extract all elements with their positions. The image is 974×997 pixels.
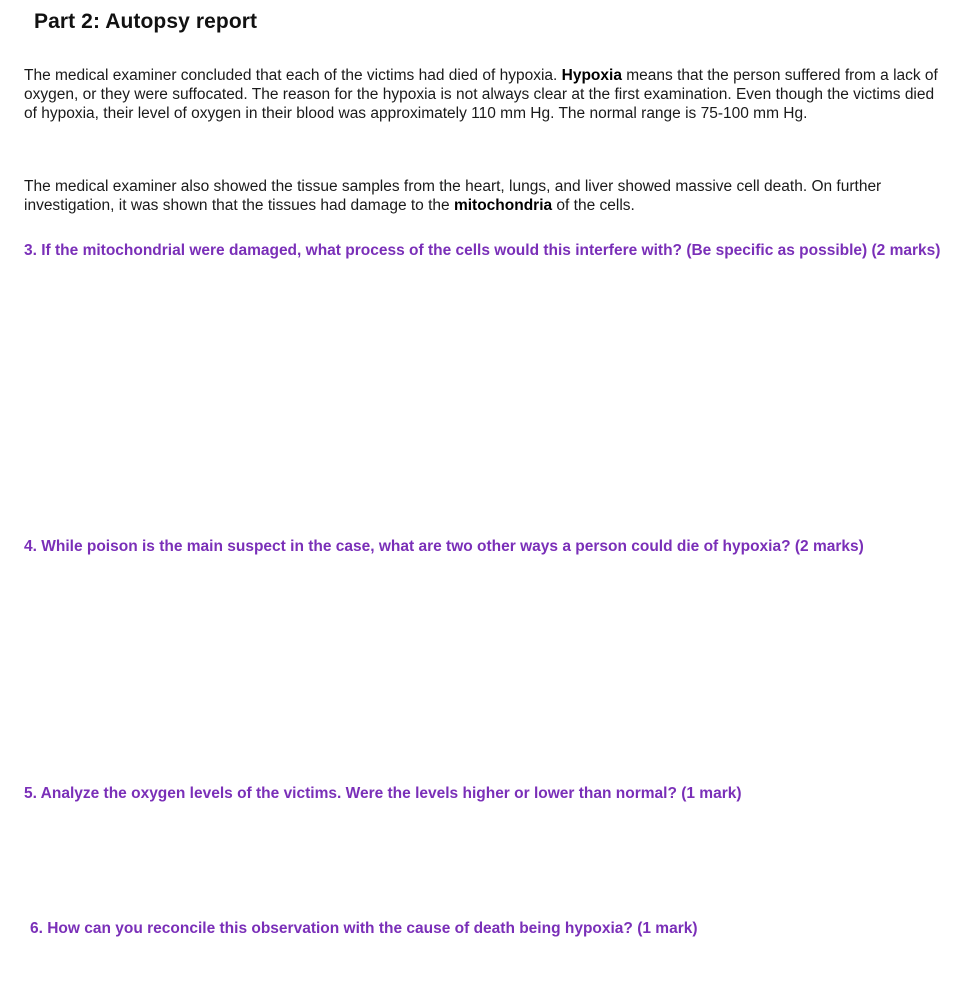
answer-area-question-6[interactable] <box>24 944 949 992</box>
question-3: 3. If the mitochondrial were damaged, what process of the cells would this interfere with? (Be specific as possible) (2 marks) <box>24 242 941 259</box>
question-4: 4. While poison is the main suspect in the case, what are two other ways a person could die of hypoxia? (2 marks) <box>24 538 864 555</box>
paragraph1-text-start: The medical examiner concluded that each of the victims had died of hypoxia. <box>24 67 562 84</box>
answer-area-question-4[interactable] <box>24 582 949 777</box>
answer-area-question-5[interactable] <box>24 808 949 912</box>
question-5: 5. Analyze the oxygen levels of the victims. Were the levels higher or lower than normal? (1 mark) <box>24 785 742 802</box>
page-title: Part 2: Autopsy report <box>34 10 258 33</box>
tissue-paragraph <box>24 177 949 215</box>
answer-area-question-3[interactable] <box>24 288 949 528</box>
paragraph1-text-end: means that the person suffered from a lack of oxygen, or they were suffocated. The reason for the hypoxia is not always clear at the first examination. Even though the victims died of hypoxia, their level of oxygen in their blood was approximately 110 mm Hg. The normal range is 75-100 mm Hg. <box>24 67 938 122</box>
question-6: 6. How can you reconcile this observation with the cause of death being hypoxia? (1 mark) <box>30 920 698 937</box>
paragraph2-text-start: The medical examiner also showed the tissue samples from the heart, lungs, and liver showed massive cell death. On further investigation, it was shown that the tissues had damage to the <box>24 178 882 214</box>
intro-paragraph-hypoxia <box>24 66 949 123</box>
mitochondria-term: mitochondria <box>453 197 553 214</box>
hypoxia-term: Hypoxia <box>561 67 622 84</box>
paragraph2-text-end: of the cells. <box>552 197 635 214</box>
